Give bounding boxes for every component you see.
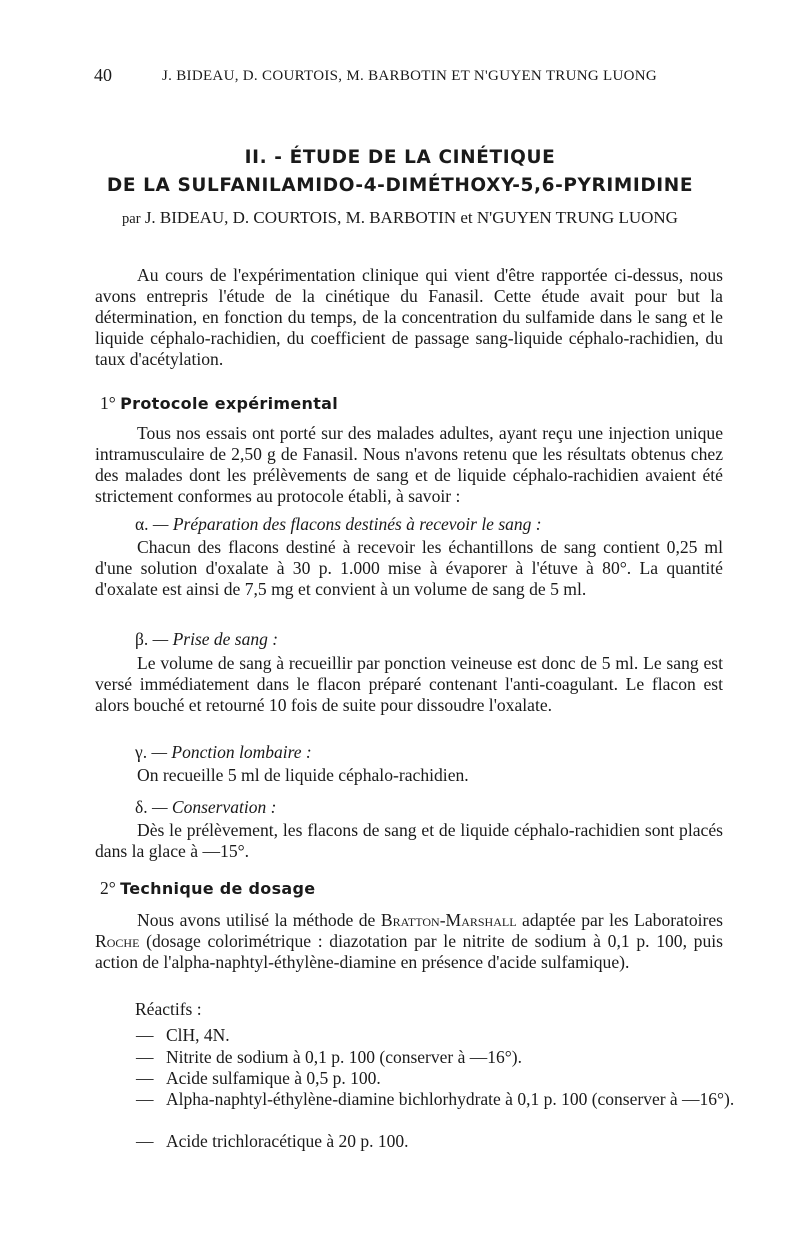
section-2-title: Technique de dosage [120,879,316,898]
gamma-heading: γ. — Ponction lombaire : [135,742,312,762]
reactif-item: — Acide trichloracétique à 20 p. 100. [136,1131,409,1151]
byline-par: par [122,211,141,227]
section-1-paragraph: Tous nos essais ont porté sur des malades adultes, ayant reçu une injection unique intramusculaire de 2,50 g de Fanasil. Nous n'avons retenu que les résultats obtenus chez des malades dont les prélèvements de sang et de liquide céphalo-rachidien avaient été strictement conformes au protocole établi, à savoir : [95,423,723,506]
section-1-heading [100,393,338,414]
reactif-item: — Acide sulfamique à 0,5 p. 100. [136,1068,381,1088]
reactif-item: — Nitrite de sodium à 0,1 p. 100 (conserver à —16°). [136,1047,522,1067]
byline-names: J. BIDEAU, D. COURTOIS, M. BARBOTIN et N'GUYEN TRUNG LUONG [144,208,678,227]
running-head-authors: J. BIDEAU, D. COURTOIS, M. BARBOTIN ET N'GUYEN TRUNG LUONG [162,68,658,84]
bratton-marshall: Bratton-Marshall [380,910,517,930]
reactif-item: — ClH, 4N. [136,1025,230,1045]
delta-paragraph: Dès le prélèvement, les flacons de sang et de liquide céphalo-rachidien sont placés dans la glace à —15°. [95,820,723,861]
beta-heading: β. — Prise de sang : [135,629,279,649]
section-2-paragraph: Nous avons utilisé la méthode de Bratton-Marshall adaptée par les Laboratoires Roche (dosage colorimétrique : diazotation par le nitrite de sodium à 0,1 p. 100, puis action de l'alpha-naphtyl-éthylène-diamine en présence d'acide sulfamique). [95,910,724,972]
article-title [0,144,800,200]
byline [0,208,800,228]
roche: Roche [95,931,140,951]
title-line-1: II. - ÉTUDE DE LA CINÉTIQUE [244,147,556,168]
alpha-heading: α. — Préparation des flacons destinés à recevoir le sang : [135,514,542,534]
section-2-number: 2° [100,878,116,898]
page-number: 40 [94,65,112,85]
gamma-paragraph: On recueille 5 ml de liquide céphalo-rachidien. [137,765,469,785]
intro-paragraph: Au cours de l'expérimentation clinique qui vient d'être rapportée ci-dessus, nous avons entrepris l'étude de la cinétique du Fanasil. Cette étude avait pour but la détermination, en fonction du temps, de la concentration du sulfamide dans le sang et le liquide céphalo-rachidien, du coefficient de passage sang-liquide céphalo-rachidien, du taux d'acétylation. [95,265,723,369]
section-1-number: 1° [100,393,116,413]
beta-paragraph: Le volume de sang à recueillir par ponction veineuse est donc de 5 ml. Le sang est versé immédiatement dans le flacon préparé contenant l'anti-coagulant. Le flacon est alors bouché et retourné 10 fois de suite pour dissoudre l'oxalate. [95,653,723,715]
reactifs-label: Réactifs : [135,999,202,1019]
alpha-paragraph: Chacun des flacons destiné à recevoir les échantillons de sang contient 0,25 ml d'une solution d'oxalate à 30 p. 1.000 mise à évaporer à l'étuve à 80°. La quantité d'oxalate est ainsi de 7,5 mg et convient à un volume de sang de 5 ml. [95,537,723,599]
section-2-heading [100,878,315,899]
title-line-2: DE LA SULFANILAMIDO-4-DIMÉTHOXY-5,6-PYRIMIDINE [106,175,694,196]
section-1-title: Protocole expérimental [120,394,339,413]
reactif-item: — Alpha-naphtyl-éthylène-diamine bichlorhydrate à 0,1 p. 100 (conserver à —16°). [136,1089,735,1109]
delta-heading: δ. — Conservation : [135,797,277,817]
